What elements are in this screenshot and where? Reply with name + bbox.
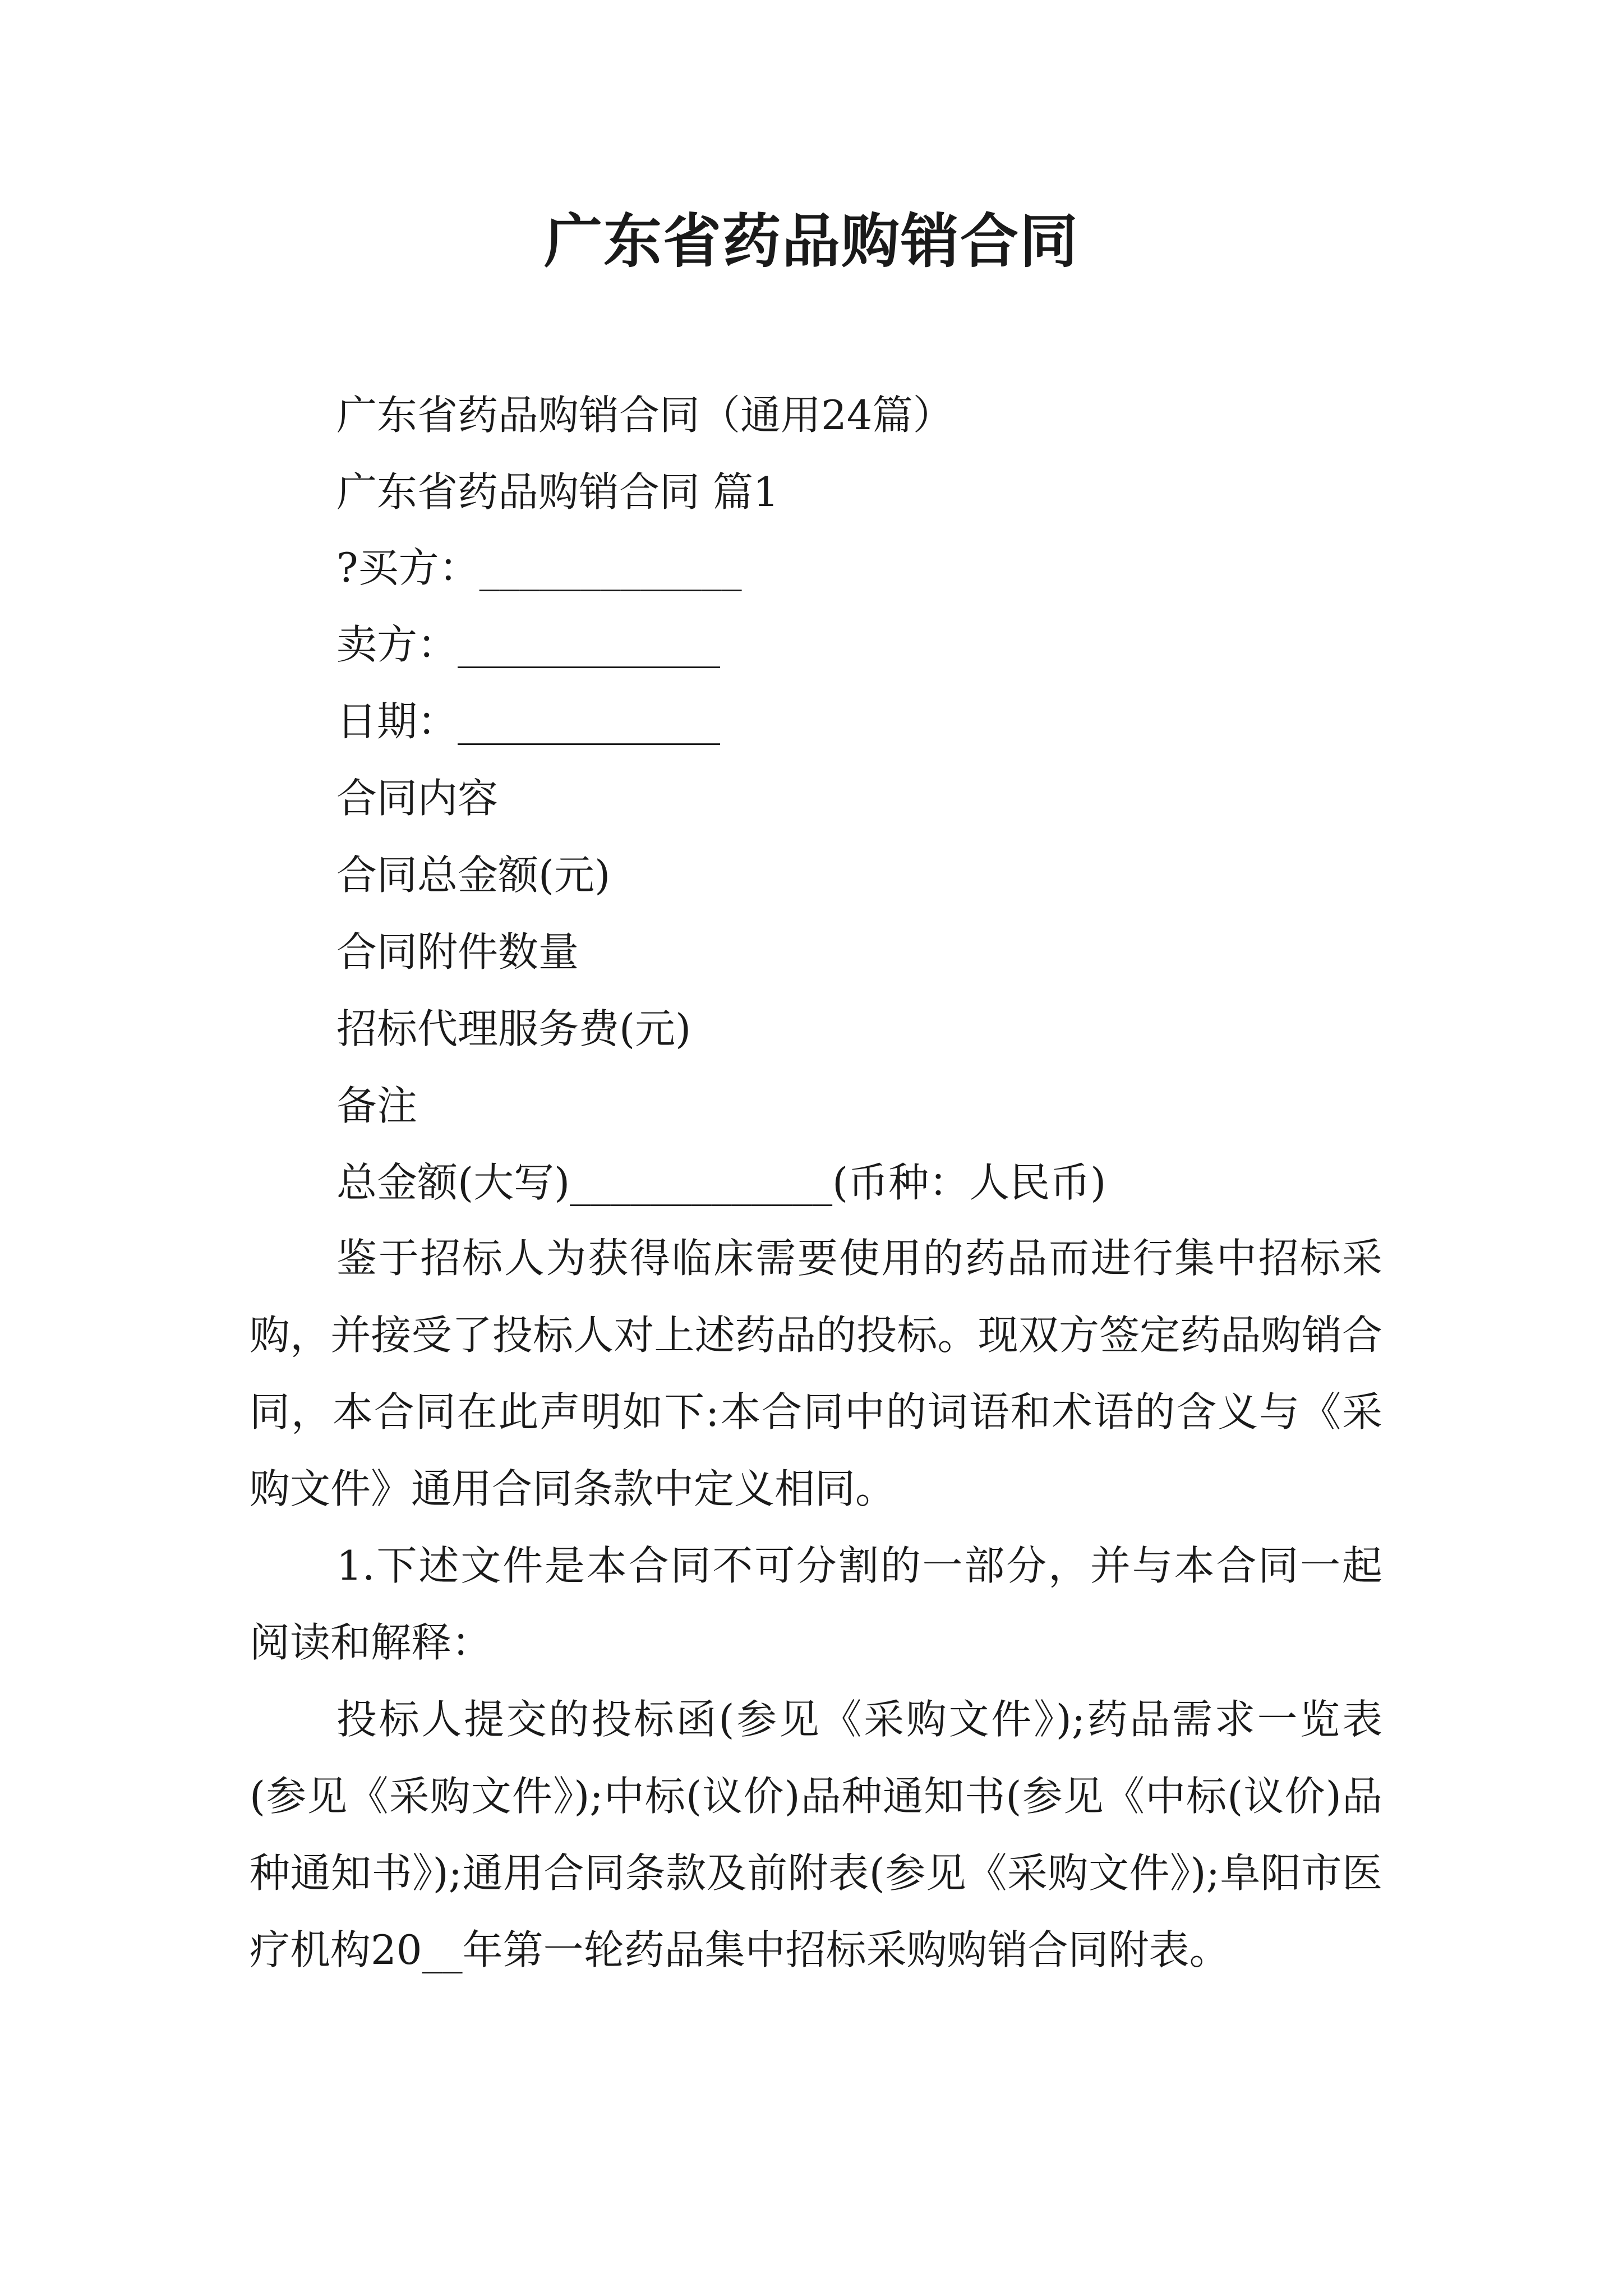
agency-fee-label: 招标代理服务费(元) [336, 1005, 691, 1052]
remarks-label: 备注 [336, 1082, 418, 1129]
preamble-paragraph: 鉴于招标人为获得临床需要使用的药品而进行集中招标采购，并接受了投标人对上述药品的投标。现双方签定药品购销合同，本合同在此声明如下:本合同中的词语和术语的含义与《采购文件》通用合同条款中定义相同。 [250, 1235, 1382, 1512]
document-title: 广东省药品购销合同 [543, 207, 1079, 275]
contract-content-label: 合同内容 [336, 775, 499, 822]
subtitle-line: 广东省药品购销合同（通用24篇） [336, 392, 953, 439]
part-heading: 广东省药品购销合同 篇1 [336, 468, 779, 516]
seller-field: 卖方：_____________ [336, 621, 721, 668]
attachment-count-label: 合同附件数量 [336, 928, 579, 976]
buyer-field: ?买方：_____________ [336, 544, 742, 591]
date-field: 日期：_____________ [336, 698, 721, 745]
total-amount-label: 合同总金额(元) [336, 852, 611, 899]
documents-list-paragraph: 投标人提交的投标函(参见《采购文件》);药品需求一览表(参见《采购文件》);中标(议价)品种通知书(参见《中标(议价)品种通知书》);通用合同条款及前附表(参见《采购文件》);阜阳市医疗机构20__年第一轮药品集中招标采购购销合同附表。 [250, 1696, 1382, 1973]
total-in-words-field: 总金额(大写)_____________(币种：人民币) [336, 1159, 1106, 1206]
clause-1-paragraph: 1.下述文件是本合同不可分割的一部分，并与本合同一起阅读和解释： [250, 1542, 1382, 1666]
